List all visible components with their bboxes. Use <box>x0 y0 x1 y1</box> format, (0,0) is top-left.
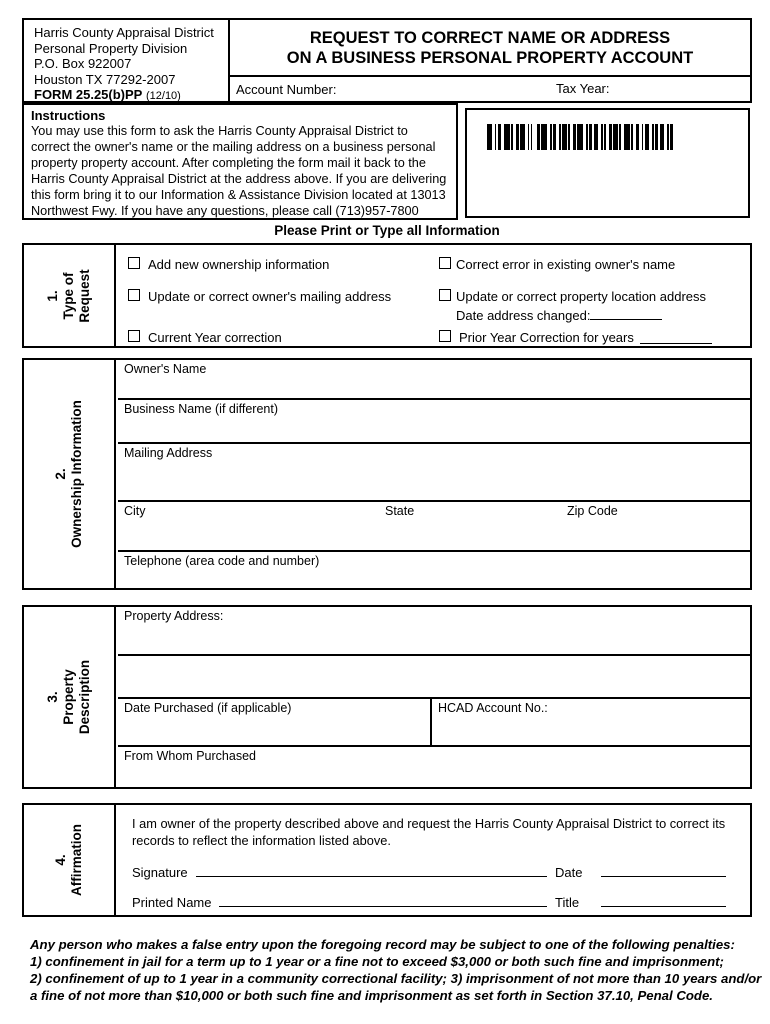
section1-content <box>118 245 750 346</box>
add-new-ownership-checkbox[interactable] <box>128 257 140 269</box>
section4-content <box>118 805 750 915</box>
agency-line: Harris County Appraisal District <box>34 25 214 40</box>
section2-label-cell <box>24 360 116 588</box>
form-number: FORM 25.25(b)PP <box>34 87 143 102</box>
section4-label-cell <box>24 805 116 915</box>
owners-name-field[interactable] <box>118 360 750 398</box>
correct-error-owner-name-checkbox[interactable] <box>439 257 451 269</box>
print-notice: Please Print or Type all Information <box>274 223 500 238</box>
from-whom-purchased-label: From Whom Purchased <box>124 749 256 763</box>
title-line1: REQUEST TO CORRECT NAME OR ADDRESS <box>309 28 671 47</box>
section-label-line: Request <box>77 268 92 323</box>
checkbox-label: Add new ownership information <box>148 257 330 272</box>
section-label-line: Description <box>77 659 92 735</box>
date-purchased-label: Date Purchased (if applicable) <box>124 701 292 715</box>
account-number-field[interactable] <box>336 81 486 97</box>
telephone-label: Telephone (area code and number) <box>124 554 320 568</box>
state-label: State <box>385 504 415 518</box>
city-state-zip-field[interactable] <box>118 500 750 550</box>
prior-year-blank[interactable] <box>640 330 712 344</box>
barcode-box <box>465 108 750 218</box>
header-box <box>22 18 752 103</box>
mailing-address-field[interactable] <box>118 442 750 500</box>
section3-content <box>118 607 750 787</box>
form-title <box>230 20 750 77</box>
add-new-ownership-option <box>128 257 329 272</box>
account-number-row <box>230 77 750 101</box>
section-label-line: 3. <box>45 691 60 703</box>
signature-label: Signature <box>132 865 188 880</box>
correct-error-owner-name-option <box>439 257 675 272</box>
section-affirmation <box>22 803 752 917</box>
section2-content <box>118 360 750 588</box>
section-label-line: Affirmation <box>69 824 84 896</box>
section-type-of-request <box>22 243 752 348</box>
printed-name-line[interactable] <box>219 893 547 907</box>
signature-row <box>132 863 726 880</box>
update-property-location-checkbox[interactable] <box>439 289 451 301</box>
checkbox-label: Update or correct owner's mailing address <box>148 289 392 304</box>
title-line[interactable] <box>601 893 726 907</box>
property-address-field[interactable] <box>118 607 750 654</box>
update-mailing-address-option <box>128 289 391 304</box>
section-label-line: 2. <box>53 468 68 480</box>
date-address-changed-blank[interactable] <box>590 306 662 320</box>
property-address-label: Property Address: <box>124 609 224 623</box>
instructions-body: You may use this form to ask the Harris County Appraisal District to correct the owner's name or the mailing address on a business personal property property account. After completing the form mail it back to the Harris County Appraisal District at the address above. If you are delivering this form bring it to our Information & Assistance Division located at 13013 Northwest Fwy. If you have any questions, please call (713)957-7800 <box>31 124 447 218</box>
section-label-line: Property <box>61 669 76 725</box>
purchase-info-row <box>118 697 750 745</box>
prior-year-option <box>439 330 712 345</box>
section1-label <box>45 269 93 322</box>
zip-code-label: Zip Code <box>567 504 618 518</box>
section3-label <box>45 660 93 734</box>
telephone-field[interactable] <box>118 550 750 592</box>
checkbox-label: Correct error in existing owner's name <box>456 257 676 272</box>
hcad-account-field[interactable] <box>432 699 750 745</box>
section-label-line: Type of <box>61 272 76 320</box>
business-name-field[interactable] <box>118 398 750 442</box>
section2-label <box>53 400 85 548</box>
printed-name-row <box>132 893 726 910</box>
agency-line: Personal Property Division <box>34 40 188 56</box>
account-number-label: Account Number: <box>236 81 337 97</box>
current-year-option <box>128 330 282 345</box>
legal-notice-line: a fine of not more than $10,000 or both such fine and imprisonment as set forth in Section 37.10, Penal Code. <box>30 988 713 1003</box>
printed-name-label: Printed Name <box>132 895 212 910</box>
agency-line: Houston TX 77292-2007 <box>34 71 176 87</box>
agency-line: P.O. Box 922007 <box>34 56 132 71</box>
legal-notice-line: 1) confinement in jail for a term up to 1 year or a fine not to exceed $3,000 or both such fine and imprisonment; <box>30 954 724 969</box>
instructions-heading: Instructions <box>31 108 106 123</box>
title-line2: ON A BUSINESS PERSONAL PROPERTY ACCOUNT <box>286 48 694 67</box>
barcode-icon <box>487 124 677 150</box>
current-year-checkbox[interactable] <box>128 330 140 342</box>
section-label-line: 4. <box>53 854 68 866</box>
from-whom-purchased-field[interactable] <box>118 745 750 791</box>
section4-label <box>53 824 85 896</box>
legal-notice <box>30 936 762 1004</box>
date-label: Date <box>555 865 583 880</box>
date-address-changed-label: Date address changed: <box>456 308 591 323</box>
checkbox-label: Current Year correction <box>148 330 282 345</box>
signature-line[interactable] <box>196 863 547 877</box>
property-address-extra-field[interactable] <box>118 654 750 697</box>
section1-label-cell <box>24 245 116 346</box>
instructions-box <box>22 103 458 220</box>
tax-year-label: Tax Year: <box>556 81 610 96</box>
owners-name-label: Owner's Name <box>124 362 207 376</box>
city-label: City <box>124 504 146 518</box>
section-property-description <box>22 605 752 789</box>
update-mailing-address-checkbox[interactable] <box>128 289 140 301</box>
agency-address <box>24 20 230 101</box>
section-label-line: Ownership Information <box>69 400 84 548</box>
affirmation-statement: I am owner of the property described above and request the Harris County Appraisal District to correct its records to reflect the information listed above. <box>132 816 726 848</box>
prior-year-checkbox[interactable] <box>439 330 451 342</box>
hcad-account-label: HCAD Account No.: <box>438 701 548 715</box>
section3-label-cell <box>24 607 116 787</box>
date-purchased-field[interactable] <box>118 699 432 745</box>
form-revision: (12/10) <box>145 90 181 102</box>
business-name-label: Business Name (if different) <box>124 402 278 416</box>
date-line[interactable] <box>601 863 726 877</box>
date-address-changed-row <box>456 306 662 323</box>
form-number-line <box>34 87 224 104</box>
header-right <box>230 20 750 101</box>
checkbox-label: Update or correct property location address <box>456 289 707 304</box>
section-ownership-information <box>22 358 752 590</box>
mailing-address-label: Mailing Address <box>124 446 213 460</box>
legal-notice-line: 2) confinement of up to 1 year in a community correctional facility; 3) imprisonment of not more than 10 years and/or <box>30 971 762 986</box>
tax-year-field[interactable] <box>622 79 742 97</box>
section-label-line: 1. <box>45 289 60 302</box>
legal-notice-line: Any person who makes a false entry upon the foregoing record may be subject to one of the following penalties: <box>30 937 735 952</box>
title-label: Title <box>555 895 580 910</box>
checkbox-label: Prior Year Correction for years <box>459 330 634 345</box>
update-property-location-option <box>439 289 706 304</box>
